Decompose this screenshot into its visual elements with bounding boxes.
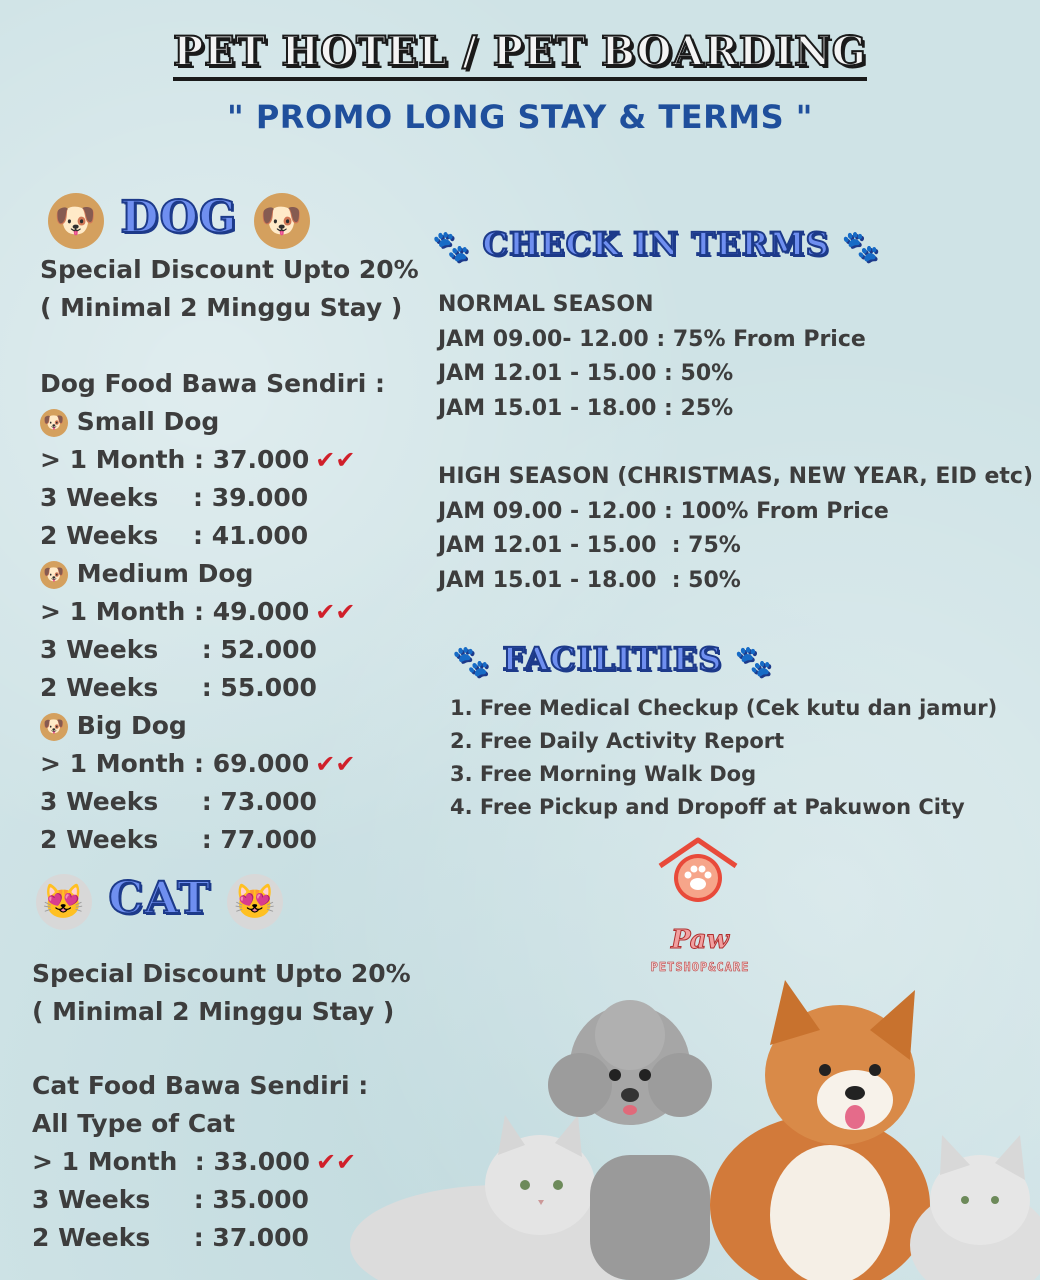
logo-tagline: PETSHOP&CARE — [650, 960, 750, 974]
big-dog-2weeks: 2 Weeks : 77.000 — [40, 825, 317, 854]
logo-name: Paw — [670, 925, 730, 955]
facilities-list — [450, 692, 997, 824]
big-dog-3weeks: 3 Weeks : 73.000 — [40, 787, 317, 816]
medium-dog-month: > 1 Month : 49.000 ✔✔ — [40, 597, 356, 626]
facility-item: 2. Free Daily Activity Report — [450, 729, 785, 753]
cat-heading-label: CAT — [108, 873, 211, 924]
pets-illustration — [330, 975, 1040, 1280]
medium-dog-2weeks: 2 Weeks : 55.000 — [40, 673, 317, 702]
facilities-heading-label: FACILITIES — [502, 640, 723, 678]
corgi-image — [710, 980, 930, 1280]
cat-2weeks: 2 Weeks : 37.000 — [32, 1223, 309, 1252]
facility-item: 1. Free Medical Checkup (Cek kutu dan jamur) — [450, 696, 998, 720]
dog-heading — [48, 192, 310, 249]
dog-face-icon: 🐶 — [40, 713, 68, 741]
cat-discount: Special Discount Upto 20% — [32, 959, 411, 988]
paw-prints-icon: 🐾 — [432, 229, 471, 264]
high-season-row: JAM 09.00 - 12.00 : 100% From Price — [438, 498, 889, 524]
paw-prints-icon: 🐾 — [734, 644, 773, 679]
logo-house-icon — [656, 836, 740, 906]
cat-heading — [36, 873, 283, 930]
medium-dog-label: 🐶 Medium Dog — [40, 555, 419, 593]
small-dog-label: 🐶 Small Dog — [40, 403, 419, 441]
cat-min-stay: ( Minimal 2 Minggu Stay ) — [32, 997, 395, 1026]
big-dog-month: > 1 Month : 69.000 ✔✔ — [40, 749, 356, 778]
dog-section — [40, 251, 419, 859]
check-in-heading-label: CHECK IN TERMS — [482, 225, 830, 263]
normal-season-row: JAM 12.01 - 15.00 : 50% — [438, 361, 734, 386]
dog-min-stay: ( Minimal 2 Minggu Stay ) — [40, 293, 403, 322]
double-check-icon: ✔✔ — [315, 750, 356, 778]
small-dog-2weeks: 2 Weeks : 41.000 — [40, 521, 309, 550]
small-dog-month: > 1 Month : 37.000 ✔✔ — [40, 445, 356, 474]
cat-food-note: Cat Food Bawa Sendiri : — [32, 1071, 369, 1100]
high-season-row: JAM 12.01 - 15.00 : 75% — [438, 533, 741, 558]
dog-face-icon: 🐶 — [254, 193, 310, 249]
normal-season-row: JAM 09.00- 12.00 : 75% From Price — [438, 326, 866, 352]
cat-right-image — [910, 1135, 1040, 1280]
double-check-icon: ✔✔ — [315, 1148, 357, 1176]
dog-heading-label: DOG — [120, 192, 238, 243]
heart-eyes-cat-icon: 😻 — [227, 874, 283, 930]
cat-type: All Type of Cat — [32, 1109, 236, 1138]
check-in-heading — [432, 225, 880, 264]
dog-discount: Special Discount Upto 20% — [40, 255, 419, 284]
facility-item: 4. Free Pickup and Dropoff at Pakuwon City — [450, 795, 965, 819]
big-dog-label: 🐶 Big Dog — [40, 707, 419, 745]
double-check-icon: ✔✔ — [315, 598, 356, 626]
page-subtitle: " PROMO LONG STAY & TERMS " — [227, 98, 813, 136]
paw-prints-icon: 🐾 — [841, 229, 881, 264]
page-title: PET HOTEL / PET BOARDING — [0, 28, 1040, 75]
facility-item: 3. Free Morning Walk Dog — [450, 762, 757, 786]
dog-food-note: Dog Food Bawa Sendiri : — [40, 369, 385, 398]
cat-month: > 1 Month : 33.000 ✔✔ — [32, 1147, 357, 1176]
normal-season-label: NORMAL SEASON — [438, 292, 654, 317]
cat-3weeks: 3 Weeks : 35.000 — [32, 1185, 309, 1214]
check-in-terms — [438, 288, 1033, 598]
facilities-heading — [452, 640, 773, 679]
double-check-icon: ✔✔ — [315, 446, 356, 474]
high-season-row: JAM 15.01 - 18.00 : 50% — [438, 567, 741, 593]
high-season-label: HIGH SEASON (CHRISTMAS, NEW YEAR, EID etc) — [438, 464, 1033, 489]
dog-face-icon: 🐶 — [40, 409, 68, 437]
small-dog-3weeks: 3 Weeks : 39.000 — [40, 483, 309, 512]
heart-eyes-cat-icon: 😻 — [36, 874, 92, 930]
dog-face-icon: 🐶 — [48, 193, 104, 249]
medium-dog-3weeks: 3 Weeks : 52.000 — [40, 635, 317, 664]
normal-season-row: JAM 15.01 - 18.00 : 25% — [438, 395, 734, 421]
dog-face-icon: 🐶 — [40, 561, 68, 589]
paw-prints-icon: 🐾 — [452, 644, 491, 679]
